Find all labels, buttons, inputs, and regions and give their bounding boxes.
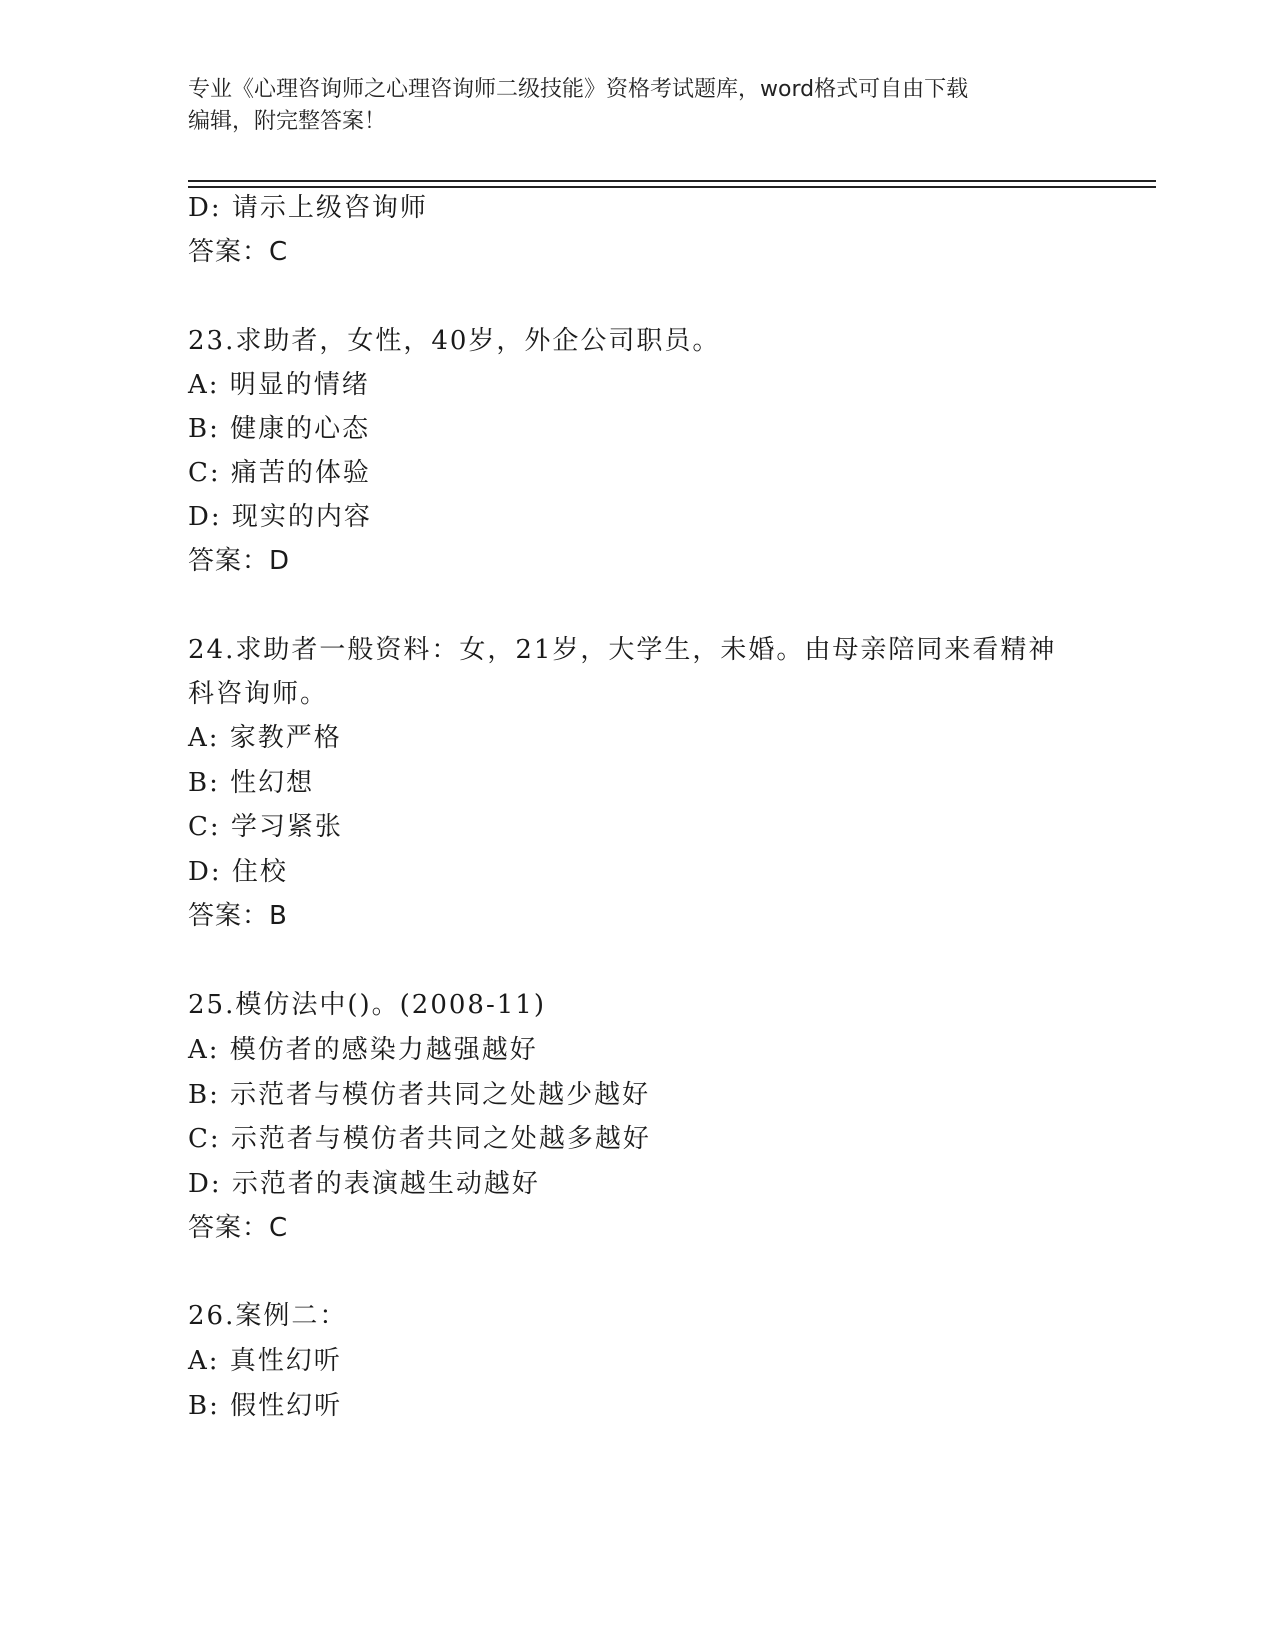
q24-stem-line-2: 科咨询师。: [188, 679, 329, 709]
q23-answer: 答案：D: [188, 546, 291, 576]
q23-option-d: D: 现实的内容: [188, 502, 372, 532]
q24-answer: 答案：B: [188, 901, 288, 931]
header-line-2: 编辑，附完整答案！: [188, 109, 387, 134]
prev-answer: 答案：C: [188, 237, 289, 267]
prev-option-d: D: 请示上级咨询师: [188, 193, 428, 223]
header-line-1: 专业《心理咨询师之心理咨询师二级技能》资格考试题库，word格式可自由下载: [188, 77, 969, 102]
q25-stem: 25.模仿法中()。(2008-11): [188, 990, 546, 1020]
q26-stem: 26.案例二：: [188, 1301, 348, 1331]
q25-option-b: B: 示范者与模仿者共同之处越少越好: [188, 1080, 651, 1110]
q23-option-c: C: 痛苦的体验: [188, 458, 371, 488]
q26-option-b: B: 假性幻听: [188, 1391, 343, 1421]
q26-option-a: A: 真性幻听: [188, 1346, 342, 1376]
q23-option-b: B: 健康的心态: [188, 414, 371, 444]
q23-stem: 23.求助者，女性，40岁，外企公司职员。: [188, 326, 721, 356]
q25-option-c: C: 示范者与模仿者共同之处越多越好: [188, 1124, 651, 1154]
q23-option-a: A: 明显的情绪: [188, 370, 370, 400]
q24-option-d: D: 住校: [188, 857, 288, 887]
q25-option-a: A: 模仿者的感染力越强越好: [188, 1035, 538, 1065]
q24-option-a: A: 家教严格: [188, 723, 342, 753]
header-divider-bottom: [188, 186, 1156, 188]
q24-option-c: C: 学习紧张: [188, 812, 343, 842]
q24-option-b: B: 性幻想: [188, 768, 315, 798]
q25-option-d: D: 示范者的表演越生动越好: [188, 1169, 540, 1199]
document-header: [188, 74, 1088, 138]
q25-answer: 答案：C: [188, 1213, 289, 1243]
q24-stem-line-1: 24.求助者一般资料：女，21岁，大学生，未婚。由母亲陪同来看精神: [188, 635, 1057, 665]
header-divider-top: [188, 180, 1156, 182]
